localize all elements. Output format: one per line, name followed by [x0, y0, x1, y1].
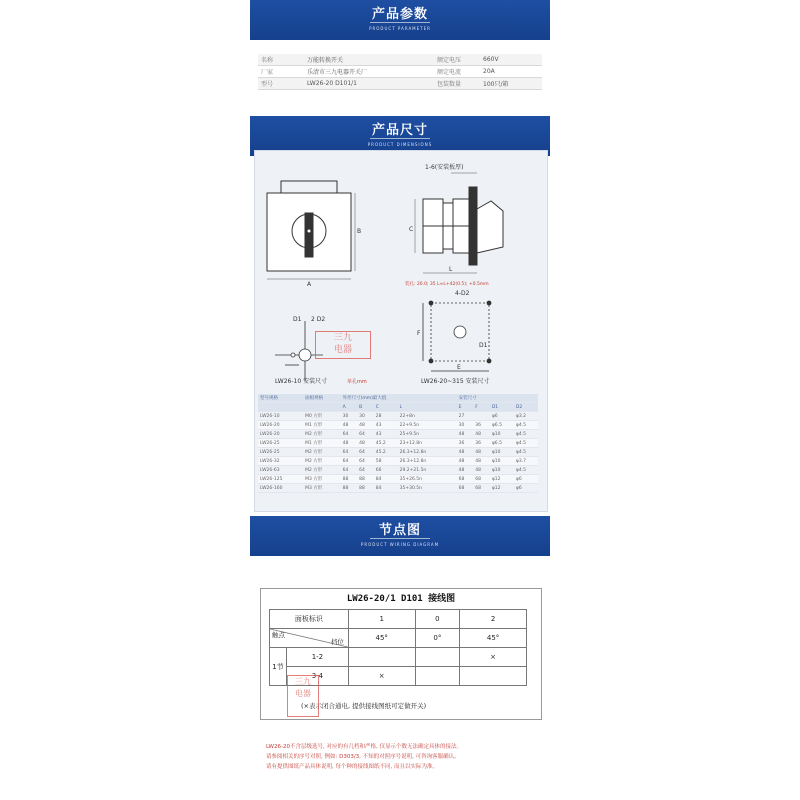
table-row: [258, 54, 542, 66]
table-subheader-row: [258, 403, 538, 412]
table-cell: φ4.5: [514, 466, 538, 475]
red-note: 装孔: 20.0; 35 L≈L+42(0.5); +0.5mm: [405, 282, 489, 287]
table-cell: 48: [473, 430, 490, 439]
params-subtitle: PRODUCT PARAMETER: [369, 26, 431, 31]
table-cell: 26.3+12.8n: [398, 448, 450, 457]
col-subheader: [303, 403, 340, 412]
front-view: [267, 181, 351, 271]
table-cell: M3 方形: [303, 484, 340, 493]
table-cell: 22+8n: [398, 412, 450, 421]
param-value: 660V: [480, 54, 542, 66]
table-cell: 48: [457, 466, 474, 475]
col-header: 型号规格: [258, 394, 303, 403]
params-banner: [250, 0, 550, 40]
table-cell: 48: [341, 421, 358, 430]
table-cell: LW26-25: [258, 439, 303, 448]
table-cell: φ10: [490, 430, 514, 439]
table-cell: 48: [357, 421, 374, 430]
contact-mark: [460, 667, 527, 686]
table-cell: φ6.5: [490, 439, 514, 448]
param-key: 额定电流: [434, 66, 480, 78]
stamp-char: 电: [295, 689, 303, 698]
table-cell: [450, 457, 457, 466]
col-subheader: C: [374, 403, 398, 412]
label-d2: 2 D2: [311, 316, 326, 323]
table-cell: 30: [341, 412, 358, 421]
notice-line: 请参阅相关的序号对照, 例如: D303/3, 不知的对照序号说明, 可咨询客服确认。: [266, 754, 460, 760]
table-cell: 88: [357, 475, 374, 484]
dims-subtitle: PRODUCT DIMENSIONS: [367, 142, 433, 147]
table-cell: LW26-63: [258, 466, 303, 475]
stamp-char: 三: [295, 677, 303, 686]
label-b: B: [357, 228, 362, 235]
col-subheader: A: [341, 403, 358, 412]
table-cell: M2 方形: [303, 448, 340, 457]
table-cell: [450, 475, 457, 484]
label-panel-thickness: 1-6(安装板厚): [425, 164, 464, 171]
table-row: [258, 421, 538, 430]
table-cell: 64: [357, 448, 374, 457]
table-cell: 26.3+12.8n: [398, 457, 450, 466]
table-cell: 68: [473, 484, 490, 493]
table-cell: 48: [457, 430, 474, 439]
side-view: [423, 187, 503, 265]
table-cell: φ6: [514, 475, 538, 484]
right-mount-view: [423, 301, 491, 371]
position-label: 1: [348, 610, 415, 629]
section-label: 1节: [270, 648, 287, 686]
label-f: F: [417, 330, 421, 337]
table-cell: 64: [357, 457, 374, 466]
panel-label: 面板标识: [270, 610, 349, 629]
table-row: [258, 484, 538, 493]
label-d1: D1: [293, 316, 302, 323]
stamp-char: 三: [333, 333, 343, 343]
table-cell: φ12: [490, 484, 514, 493]
table-cell: 64: [341, 466, 358, 475]
product-detail-page: [250, 0, 550, 800]
table-cell: 58: [374, 457, 398, 466]
table-cell: φ12: [490, 475, 514, 484]
dimension-drawing: [255, 151, 547, 395]
param-key: 型号: [258, 78, 304, 90]
seal-stamp-2: [287, 675, 319, 717]
table-cell: [450, 448, 457, 457]
col-subheader: E: [457, 403, 474, 412]
contact-gear-cell: [270, 629, 349, 648]
table-cell: φ6: [490, 412, 514, 421]
table-cell: LW26-10: [258, 412, 303, 421]
banner-underline: [370, 538, 430, 539]
label-a: A: [307, 281, 312, 288]
size-table: [258, 394, 538, 493]
param-value: 万能转换开关: [304, 54, 434, 66]
table-cell: 30: [457, 421, 474, 430]
table-cell: 29.2+21.5n: [398, 466, 450, 475]
table-header-row: [258, 394, 538, 403]
table-row: [270, 629, 527, 648]
position-label: 0: [415, 610, 460, 629]
contact-mark: ×: [348, 667, 415, 686]
table-cell: 68: [457, 475, 474, 484]
col-subheader: D2: [514, 403, 538, 412]
col-subheader: [258, 403, 303, 412]
seal-stamp: [315, 331, 371, 359]
contact-mark: [415, 648, 460, 667]
label-cap-right: LW26-20~315 安装尺寸: [421, 378, 490, 385]
table-cell: 43: [374, 430, 398, 439]
table-cell: 48: [473, 457, 490, 466]
table-cell: [473, 412, 490, 421]
table-row: [258, 457, 538, 466]
table-cell: [450, 484, 457, 493]
table-cell: M2 方形: [303, 430, 340, 439]
table-cell: 88: [341, 484, 358, 493]
table-cell: [450, 430, 457, 439]
stamp-char: 电: [333, 345, 343, 355]
notice-line: 请有提供图纸产品具体说明, 每个种的接线图纸不同, 而且以实际为准。: [266, 764, 438, 770]
position-label: 2: [460, 610, 527, 629]
table-cell: LW26-32: [258, 457, 303, 466]
col-subheader: F: [473, 403, 490, 412]
table-cell: 48: [457, 457, 474, 466]
banner-underline: [370, 22, 430, 23]
label-d1-right: D1: [479, 342, 488, 349]
contact-name: 3-4: [287, 667, 349, 686]
label-cap-left-red: 单孔mm: [347, 379, 367, 385]
table-cell: φ4.5: [514, 430, 538, 439]
table-cell: 35+30.5n: [398, 484, 450, 493]
stamp-char: 九: [343, 333, 353, 343]
wiring-diagram: [260, 588, 542, 720]
contact-name: 1-2: [287, 648, 349, 667]
param-value: 100只/箱: [480, 78, 542, 90]
table-cell: φ10: [490, 448, 514, 457]
table-cell: 88: [357, 484, 374, 493]
table-cell: φ6: [514, 484, 538, 493]
wiring-section-title: 节点图: [378, 523, 421, 538]
table-cell: 64: [357, 430, 374, 439]
table-cell: 27: [457, 412, 474, 421]
table-cell: φ4.5: [514, 439, 538, 448]
table-cell: 48: [473, 448, 490, 457]
contact-mark: ×: [460, 648, 527, 667]
table-cell: [450, 466, 457, 475]
label-cap-left: LW26-10 安装尺寸: [275, 378, 328, 385]
table-cell: 84: [374, 484, 398, 493]
table-cell: 25+9.5n: [398, 430, 450, 439]
table-cell: 22+9.5n: [398, 421, 450, 430]
table-cell: φ3.7: [514, 457, 538, 466]
table-cell: 28: [374, 412, 398, 421]
param-value: LW26-20 D101/1: [304, 78, 434, 90]
col-header: 外形尺寸(mm)最大值: [341, 394, 457, 403]
table-cell: [450, 412, 457, 421]
table-cell: M1 方形: [303, 421, 340, 430]
table-cell: φ10: [490, 466, 514, 475]
table-row: [270, 610, 527, 629]
table-cell: φ3.2: [514, 412, 538, 421]
col-header: 面板规格: [303, 394, 340, 403]
col-header: 安装尺寸: [457, 394, 538, 403]
table-row: [258, 412, 538, 421]
col-subheader: D1: [490, 403, 514, 412]
table-cell: M2 方形: [303, 466, 340, 475]
table-cell: 23+12.8n: [398, 439, 450, 448]
param-key: 厂家: [258, 66, 304, 78]
stamp-char: 器: [343, 345, 353, 355]
table-cell: M1 方形: [303, 439, 340, 448]
table-row: [258, 448, 538, 457]
params-title: 产品参数: [371, 7, 428, 22]
label-e: E: [457, 364, 461, 371]
table-cell: 48: [357, 439, 374, 448]
wiring-banner: [250, 516, 550, 556]
param-key: 名称: [258, 54, 304, 66]
banner-underline: [370, 138, 430, 139]
label-4-d2: 4-D2: [455, 290, 470, 297]
table-row: [258, 430, 538, 439]
label-c: C: [409, 226, 414, 233]
contact-label: 触点: [272, 631, 285, 639]
table-cell: 88: [341, 475, 358, 484]
table-cell: φ4.5: [514, 448, 538, 457]
table-cell: 68: [457, 484, 474, 493]
table-cell: LW26-160: [258, 484, 303, 493]
table-cell: 64: [341, 457, 358, 466]
table-row: [258, 66, 542, 78]
table-cell: M3 方形: [303, 475, 340, 484]
table-cell: 45.2: [374, 448, 398, 457]
table-cell: φ10: [490, 457, 514, 466]
table-cell: LW26-125: [258, 475, 303, 484]
table-cell: φ6.5: [490, 421, 514, 430]
table-cell: 48: [341, 439, 358, 448]
table-cell: 43: [374, 421, 398, 430]
wiring-footnote: (×表示闭合通电, 提供接线图纸可定做开关): [301, 702, 427, 710]
table-cell: 48: [457, 448, 474, 457]
table-cell: 84: [374, 475, 398, 484]
table-row: [258, 466, 538, 475]
stamp-char: 九: [303, 677, 311, 686]
gear-label: 档位: [330, 638, 344, 646]
table-cell: 45.2: [374, 439, 398, 448]
table-cell: 68: [473, 475, 490, 484]
angle-label: 45°: [348, 629, 415, 648]
table-cell: M2 方形: [303, 457, 340, 466]
contact-mark: [348, 648, 415, 667]
table-row: [270, 648, 527, 667]
table-cell: LW26-20: [258, 430, 303, 439]
table-row: [258, 475, 538, 484]
col-subheader: [450, 403, 457, 412]
table-row: [258, 439, 538, 448]
param-key: 包装数量: [434, 78, 480, 90]
angle-label: 0°: [415, 629, 460, 648]
params-table: [258, 54, 542, 90]
table-cell: 64: [357, 466, 374, 475]
notice-line: LW26-20不含层级选号, 对应的有几档和严格, 仅显示个数无法确定具体的接法。: [266, 744, 462, 750]
dims-title: 产品尺寸: [371, 123, 428, 138]
table-cell: φ4.5: [514, 421, 538, 430]
angle-label: 45°: [460, 629, 527, 648]
table-cell: 64: [341, 430, 358, 439]
table-cell: [450, 439, 457, 448]
table-cell: 36: [473, 421, 490, 430]
stamp-char: 器: [303, 689, 311, 698]
size-table-body: [258, 412, 538, 493]
label-l: L: [449, 266, 453, 273]
contact-mark: [415, 667, 460, 686]
param-key: 额定电压: [434, 54, 480, 66]
table-cell: 36: [473, 439, 490, 448]
wiring-subtitle: PRODUCT WIRING DIAGRAM: [360, 542, 440, 547]
param-value: 乐清市三九电器开关厂: [304, 66, 434, 78]
table-cell: LW26-20: [258, 421, 303, 430]
table-cell: 66: [374, 466, 398, 475]
table-cell: [450, 421, 457, 430]
table-cell: 36: [457, 439, 474, 448]
table-cell: 30: [357, 412, 374, 421]
table-cell: M0 方形: [303, 412, 340, 421]
table-row: [258, 78, 542, 90]
red-notice: [266, 742, 538, 772]
param-value: 20A: [480, 66, 542, 78]
col-subheader: L: [398, 403, 450, 412]
col-subheader: B: [357, 403, 374, 412]
wiring-diagram-title: LW26-20/1 D101 接线图: [346, 594, 456, 604]
table-cell: LW26-25: [258, 448, 303, 457]
table-cell: 48: [473, 466, 490, 475]
table-cell: 35+26.5n: [398, 475, 450, 484]
table-cell: 64: [341, 448, 358, 457]
